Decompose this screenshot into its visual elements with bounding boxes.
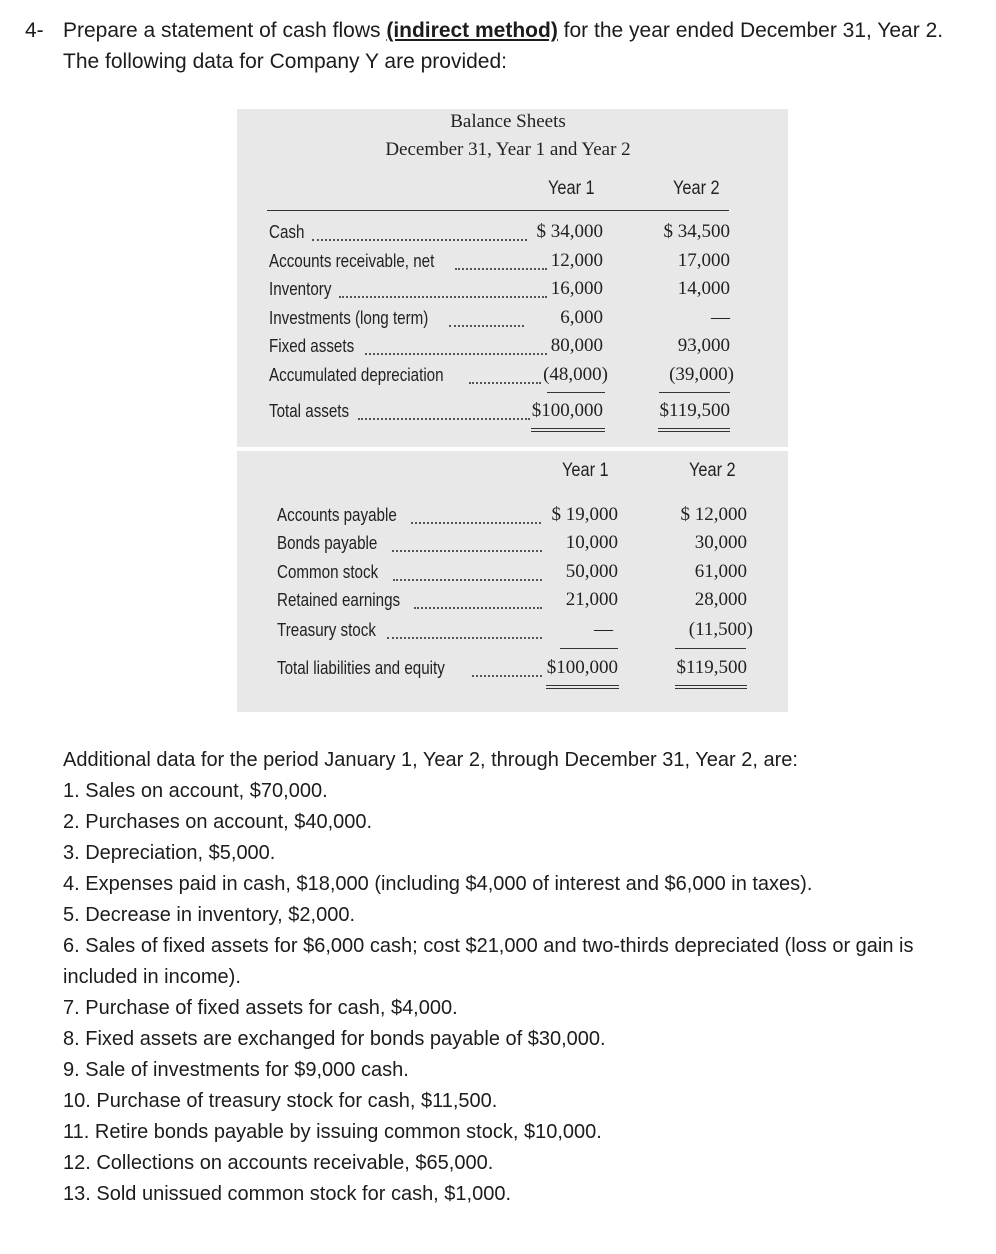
- assets-year2-header: Year 2: [673, 178, 720, 199]
- liability-year1: 21,000: [565, 589, 618, 610]
- question-method-emphasis: (indirect method): [386, 19, 558, 42]
- liability-year1: $ 19,000: [551, 504, 618, 525]
- leader-dots: [449, 325, 524, 327]
- subtotal-rule-year1: [547, 392, 605, 393]
- list-item: 11. Retire bonds payable by issuing common stock, $10,000.: [63, 1121, 602, 1143]
- assets-header-rule: [267, 210, 729, 211]
- additional-data-list: [63, 776, 963, 1210]
- list-item: 4. Expenses paid in cash, $18,000 (including $4,000 of interest and $6,000 in taxes).: [63, 873, 813, 895]
- liabilities-year1-header: Year 1: [562, 460, 609, 481]
- list-item: 2. Purchases on account, $40,000.: [63, 811, 373, 833]
- leader-dots: [365, 353, 547, 355]
- question-text-start: Prepare a statement of cash flows: [63, 19, 387, 42]
- liability-label: Accounts payable: [277, 504, 397, 525]
- list-item: 7. Purchase of fixed assets for cash, $4,000.: [63, 997, 458, 1019]
- asset-year2: $ 34,500: [663, 221, 730, 242]
- list-item: 8. Fixed assets are exchanged for bonds payable of $30,000.: [63, 1028, 606, 1050]
- asset-label: Investments (long term): [269, 307, 429, 328]
- question-subline: The following data for Company Y are provided:: [63, 50, 507, 73]
- leader-dots: [411, 522, 541, 524]
- asset-label: Inventory: [269, 278, 332, 299]
- liability-year2: 28,000: [694, 589, 747, 610]
- total-assets-label: Total assets: [269, 400, 350, 421]
- leader-dots: [312, 239, 527, 241]
- asset-year1: 80,000: [550, 335, 603, 356]
- liability-year1: —: [594, 619, 613, 640]
- liability-label: Retained earnings: [277, 589, 401, 610]
- asset-year2: —: [711, 307, 730, 328]
- total-assets-year1: $100,000: [531, 400, 603, 421]
- additional-data-intro: Additional data for the period January 1, Year 2, through December 31, Year 2, are:: [63, 749, 798, 771]
- list-item: 9. Sale of investments for $9,000 cash.: [63, 1059, 409, 1081]
- asset-year2: (39,000): [669, 364, 734, 385]
- asset-label: Fixed assets: [269, 335, 355, 356]
- leader-dots: [392, 550, 542, 552]
- list-item: 12. Collections on accounts receivable, $65,000.: [63, 1152, 494, 1174]
- asset-year1: 6,000: [560, 307, 603, 328]
- leader-dots: [339, 296, 547, 298]
- liability-year2: $ 12,000: [680, 504, 747, 525]
- list-item: 13. Sold unissued common stock for cash, $1,000.: [63, 1183, 512, 1205]
- total-assets-year2: $119,500: [659, 400, 730, 421]
- question-text-end: for the year ended December 31, Year 2.: [557, 19, 944, 42]
- asset-year1: $ 34,000: [536, 221, 603, 242]
- subtotal-rule-year2: [659, 392, 730, 393]
- subtotal-rule-year1: [560, 648, 618, 649]
- leader-dots: [469, 382, 541, 384]
- list-item: 6. Sales of fixed assets for $6,000 cash; cost $21,000 and two-thirds depreciated (loss or gain is included in income).: [63, 935, 914, 988]
- total-double-rule-year1: [531, 428, 605, 432]
- total-double-rule-year1: [546, 685, 619, 689]
- total-liabilities-year2: $119,500: [676, 657, 747, 678]
- total-liabilities-label: Total liabilities and equity: [277, 657, 445, 678]
- list-item: 10. Purchase of treasury stock for cash, $11,500.: [63, 1090, 498, 1112]
- total-double-rule-year2: [658, 428, 730, 432]
- question-number: 4-: [25, 19, 44, 42]
- leader-dots: [455, 268, 547, 270]
- assets-year1-header: Year 1: [548, 178, 595, 199]
- total-liabilities-year1: $100,000: [546, 657, 618, 678]
- liability-year1: 10,000: [565, 532, 618, 553]
- liability-year2: (11,500): [688, 619, 753, 640]
- leader-dots: [358, 418, 530, 420]
- asset-year2: 14,000: [677, 278, 730, 299]
- asset-year1: 16,000: [550, 278, 603, 299]
- liability-label: Common stock: [277, 561, 379, 582]
- list-item: 1. Sales on account, $70,000.: [63, 780, 328, 802]
- asset-year1: 12,000: [550, 250, 603, 271]
- asset-year1: (48,000): [543, 364, 608, 385]
- leader-dots: [414, 607, 542, 609]
- leader-dots: [472, 675, 542, 677]
- asset-label: Accounts receivable, net: [269, 250, 435, 271]
- liability-label: Bonds payable: [277, 532, 378, 553]
- question-heading: [25, 16, 943, 46]
- asset-label: Cash: [269, 221, 305, 242]
- liability-label: Treasury stock: [277, 619, 376, 640]
- asset-year2: 93,000: [677, 335, 730, 356]
- liability-year2: 61,000: [694, 561, 747, 582]
- balance-sheet-title: Balance Sheets: [450, 111, 566, 132]
- liabilities-year2-header: Year 2: [689, 460, 736, 481]
- total-double-rule-year2: [675, 685, 747, 689]
- list-item: 3. Depreciation, $5,000.: [63, 842, 276, 864]
- liability-year2: 30,000: [694, 532, 747, 553]
- leader-dots: [393, 579, 542, 581]
- leader-dots: [387, 637, 542, 639]
- asset-label: Accumulated depreciation: [269, 364, 444, 385]
- list-item: 5. Decrease in inventory, $2,000.: [63, 904, 356, 926]
- asset-year2: 17,000: [677, 250, 730, 271]
- liability-year1: 50,000: [565, 561, 618, 582]
- balance-sheet-subtitle: December 31, Year 1 and Year 2: [385, 139, 631, 160]
- subtotal-rule-year2: [675, 648, 746, 649]
